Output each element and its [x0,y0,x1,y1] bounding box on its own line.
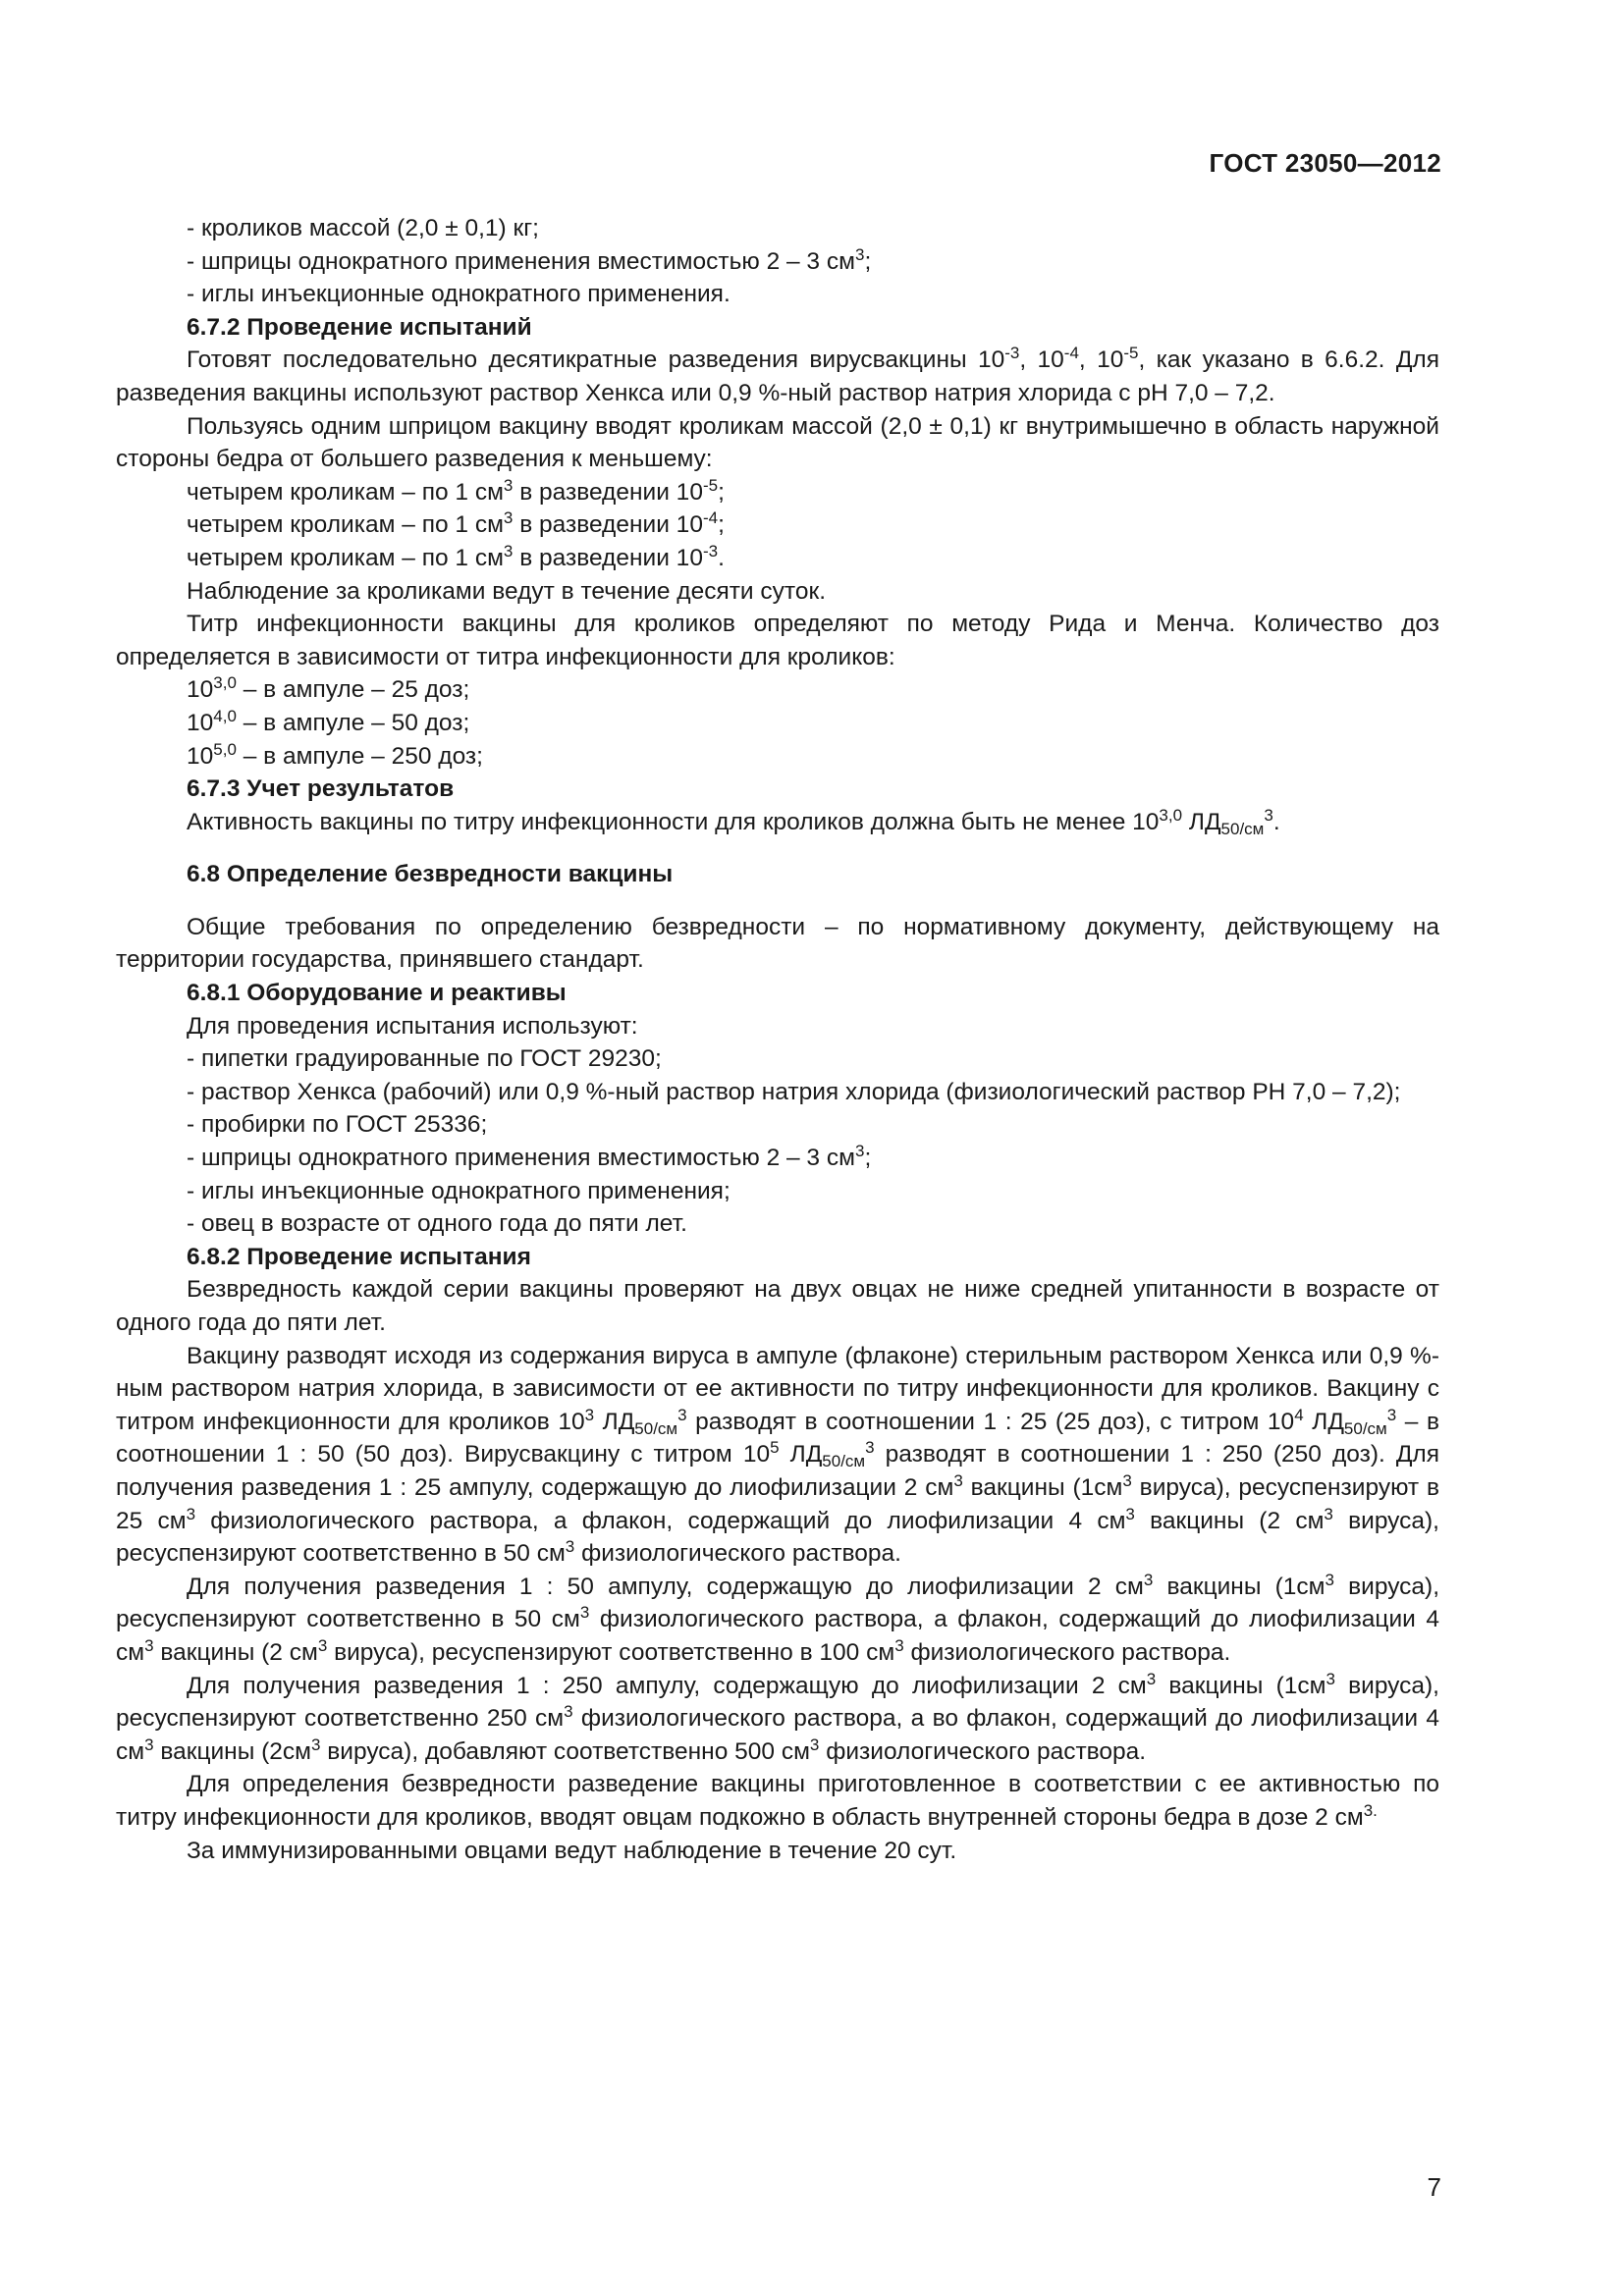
paragraph: Вакцину разводят исходя из содержания вируса в ампуле (флаконе) стерильным раствором Хенкса или 0,9 %-ным раствором натрия хлорида, в зависимости от ее активности по титру инфекционности для кроликов. Вакцину с титром инфекционности для кроликов $10^3$ $ЛД_{50/см}^3$ разводят в соотношении 1 : 25 (25 доз), с титром $10^4$ $ЛД_{50/см}^3$ – в соотношении 1 : 50 (50 доз). Вирусвакцину с титром $10^5$ $ЛД_{50/см}^3$ разводят в соотношении 1 : 250 (250 доз). Для получения разведения 1 : 25 ампулу, содержащую до лиофилизации 2 $см^3$ вакцины ($1см^3$ вируса), ресуспензируют в 25 $см^3$ физиологического раствора, а флакон, содержащий до лиофилизации 4 $см^3$ вакцины (2 $см^3$ вируса), ресуспензируют соответственно в 50 $см^3$ физиологического раствора. [116,1342,1439,1568]
paragraph: Для определения безвредности разведение вакцины приготовленное в соответствии с ее активностью по титру инфекционности для кроликов, вводят овцам подкожно в область внутренней стороны бедра в дозе 2 $см^{3.}$ [116,1771,1439,1831]
text-line: Активность вакцины по титру инфекционности для кроликов должна быть не менее 10$^{3,0}$ $ЛД_{50/см}^3$. [187,805,1280,838]
document-body [116,212,1439,1867]
text-line: - иглы инъекционные однократного применения. [187,281,730,308]
text-line: четырем кроликам – по 1 $см^3$ в разведении $10^{-4}$; [187,508,725,539]
section-heading-6-7-2: 6.7.2 Проведение испытаний [187,313,532,341]
text-line: - пипетки градуированные по ГОСТ 29230; [187,1045,662,1073]
paragraph: Пользуясь одним шприцом вакцину вводят кроликам массой (2,0 ± 0,1) кг внутримышечно в область наружной стороны бедра от большего разведения к меньшему: [116,412,1439,473]
paragraph: Для получения разведения 1 : 250 ампулу, содержащую до лиофилизации 2 $см^3$ вакцины ($1см^3$ вируса), ресуспензируют соответственно 250 $см^3$ физиологического раствора, а во флакон, содержащий до лиофилизации 4 $см^3$ вакцины ($2см^3$ вируса), добавляют соответственно 500 $см^3$ физиологического раствора. [116,1669,1439,1765]
text-line: - шприцы однократного применения вместимостью 2 – 3 $см^3$; [187,244,872,275]
paragraph: Готовят последовательно десятикратные разведения вирусвакцины $10^{-3}$, $10^{-4}$, $10^{-5}$, как указано в 6.6.2. Для разведения вакцины используют раствор Хенкса или 0,9 %-ный раствор натрия хлорида с pH 7,0 – 7,2. [116,344,1439,406]
text-line: Наблюдение за кроликами ведут в течение десяти суток. [187,577,827,605]
text-line: Для проведения испытания используют: [187,1012,638,1040]
section-heading-6-8: 6.8 Определение безвредности вакцины [187,861,674,888]
section-heading-6-7-3: 6.7.3 Учет результатов [187,775,455,803]
text-line: - овец в возрасте от одного года до пяти лет. [187,1210,687,1238]
text-line: - кроликов массой (2,0 ± 0,1) кг; [187,215,539,241]
text-line: четырем кроликам – по 1 $см^3$ в разведении $10^{-3}$. [187,541,725,571]
text-line: - пробирки по ГОСТ 25336; [187,1111,488,1139]
text-line: - иглы инъекционные однократного применения; [187,1177,730,1204]
section-heading-6-8-2: 6.8.2 Проведение испытания [187,1243,531,1270]
text-line: 10$^{3,0}$ – в ампуле – 25 доз; [187,673,470,704]
text-line: - шприцы однократного применения вместимостью 2 – 3 $см^3$; [187,1142,872,1172]
text-line: За иммунизированными овцами ведут наблюдение в течение 20 сут. [187,1837,957,1864]
paragraph: Для получения разведения 1 : 50 ампулу, содержащую до лиофилизации 2 $см^3$ вакцины ($1см^3$ вируса), ресуспензируют соответственно в 50 $см^3$ физиологического раствора, а флакон, содержащий до лиофилизации 4 $см^3$ вакцины (2 $см^3$ вируса), ресуспензируют соответственно в 100 $см^3$ физиологического раствора. [116,1570,1440,1666]
page-number: 7 [1427,2172,1441,2202]
section-heading-6-8-1: 6.8.1 Оборудование и реактивы [187,980,567,1007]
text-line: 10$^{4,0}$ – в ампуле – 50 доз; [187,706,470,736]
paragraph: - раствор Хенкса (рабочий) или 0,9 %-ный раствор натрия хлорида (физиологический раствор РН 7,0 – 7,2); [187,1078,1401,1105]
text-line: 10$^{5,0}$ – в ампуле – 250 доз; [187,739,483,770]
document-header: ГОСТ 23050—2012 [1209,148,1441,178]
paragraph: Безвредность каждой серии вакцины проверяют на двух овцах не ниже средней упитанности в возрасте от одного года до пяти лет. [116,1276,1439,1336]
paragraph: Общие требования по определению безвредности – по нормативному документу, действующему на территории государства, принявшего стандарт. [116,913,1439,974]
text-line: четырем кроликам – по 1 $см^3$ в разведении $10^{-5}$; [187,475,725,506]
paragraph: Титр инфекционности вакцины для кроликов определяют по методу Рида и Менча. Количество доз определяется в зависимости от титра инфекционности для кроликов: [116,611,1439,670]
